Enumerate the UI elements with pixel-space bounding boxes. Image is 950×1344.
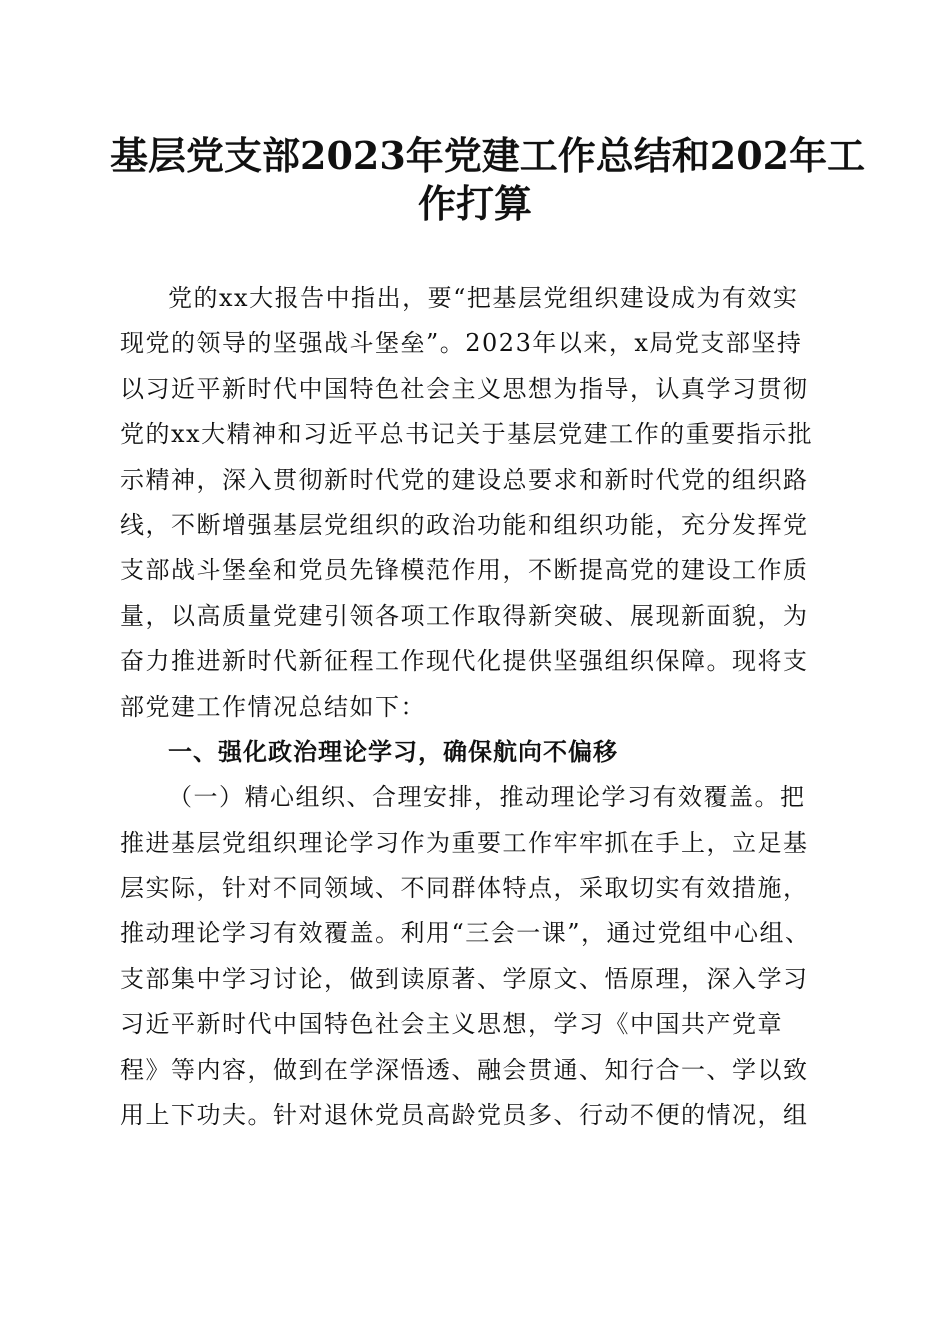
document-body xyxy=(120,276,840,1138)
paragraph-line: 用上下功夫。针对退休党员高龄党员多、行动不便的情况，组 xyxy=(120,1101,809,1130)
paragraph-line: 示精神，深入贯彻新时代党的建设总要求和新时代党的组织路 xyxy=(120,465,809,494)
document-title xyxy=(110,132,866,228)
paragraph-line: 奋力推进新时代新征程工作现代化提供坚强组织保障。现将支 xyxy=(120,647,809,676)
paragraph-line: 习近平新时代中国特色社会主义思想，学习《中国共产党章 xyxy=(120,1010,783,1039)
paragraph-line: 支部集中学习讨论，做到读原著、学原文、悟原理，深入学习 xyxy=(120,964,809,993)
paragraph-line: 线，不断增强基层党组织的政治功能和组织功能，充分发挥党 xyxy=(120,510,809,539)
paragraph-line: 党的xx大精神和习近平总书记关于基层党建工作的重要指示批 xyxy=(120,420,814,449)
title-line: 作打算 xyxy=(417,181,532,226)
paragraph-line: 推进基层党组织理论学习作为重要工作牢牢抓在手上，立足基 xyxy=(120,828,809,857)
paragraph-line: 程》等内容，做到在学深悟透、融会贯通、知行合一、学以致 xyxy=(120,1055,809,1084)
paragraph-line: 以习近平新时代中国特色社会主义思想为指导，认真学习贯彻 xyxy=(120,374,809,403)
title-line: 基层党支部2023年党建工作总结和202年工 xyxy=(110,133,866,178)
subsection-line: （一）精心组织、合理安排，推动理论学习有效覆盖。把 xyxy=(168,783,806,812)
paragraph-line: 部党建工作情况总结如下： xyxy=(120,692,426,721)
section-heading: 一、强化政治理论学习，确保航向不偏移 xyxy=(168,737,618,766)
paragraph-line: 党的xx大报告中指出，要“把基层党组织建设成为有效实 xyxy=(168,284,799,312)
paragraph-line: 现党的领导的坚强战斗堡垒”。2023年以来，x局党支部坚持 xyxy=(120,329,803,358)
paragraph-line: 支部战斗堡垒和党员先锋模范作用，不断提高党的建设工作质 xyxy=(120,556,809,585)
paragraph-line: 推动理论学习有效覆盖。利用“三会一课”，通过党组中心组、 xyxy=(120,919,811,948)
paragraph-line: 层实际，针对不同领域、不同群体特点，采取切实有效措施， xyxy=(120,874,809,903)
paragraph-line: 量，以高质量党建引领各项工作取得新突破、展现新面貌，为 xyxy=(120,601,809,630)
